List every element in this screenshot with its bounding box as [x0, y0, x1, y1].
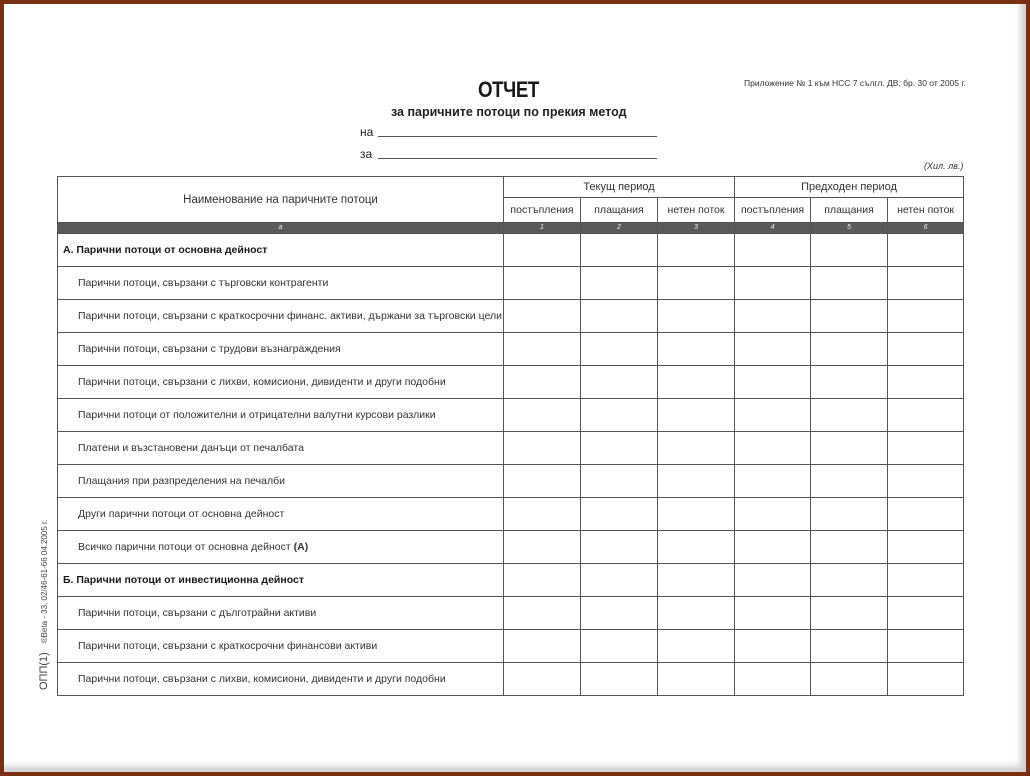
value-cell[interactable] — [735, 663, 811, 696]
value-cell[interactable] — [888, 432, 964, 465]
field-za-label: за — [360, 147, 373, 161]
name-column-header: Наименование на паричните потоци — [58, 177, 504, 223]
row-label-text: Парични потоци, свързани с търговски контрагенти — [78, 277, 329, 289]
value-cell[interactable] — [658, 465, 735, 498]
col-payments-previous: плащания — [811, 198, 888, 223]
value-cell[interactable] — [581, 564, 658, 597]
value-cell[interactable] — [658, 630, 735, 663]
row-label-text: Плащания при разпределения на печалби — [78, 475, 285, 487]
value-cell[interactable] — [888, 333, 964, 366]
row-label-text: Парични потоци от положителни и отрицателни валутни курсови разлики — [78, 409, 436, 421]
field-za-line — [378, 158, 657, 159]
row-label-text: Платени и възстановени данъци от печалбата — [78, 442, 304, 454]
value-cell[interactable] — [581, 366, 658, 399]
value-cell[interactable] — [658, 531, 735, 564]
table-row — [58, 366, 964, 399]
value-cell[interactable] — [581, 498, 658, 531]
value-cell[interactable] — [504, 564, 581, 597]
appendix-note: Приложение № 1 към НСС 7 сългл. ДВ, бр. 30 от 2005 г. — [744, 78, 966, 88]
col-net-previous: нетен поток — [888, 198, 964, 223]
row-label — [58, 564, 504, 597]
col-receipts-previous: постъпления — [735, 198, 811, 223]
value-cell[interactable] — [811, 498, 888, 531]
value-cell[interactable] — [811, 234, 888, 267]
value-cell[interactable] — [888, 300, 964, 333]
document-title: ОТЧЕТ — [478, 77, 539, 102]
value-cell[interactable] — [811, 465, 888, 498]
row-label — [58, 234, 504, 267]
value-cell[interactable] — [504, 465, 581, 498]
value-cell[interactable] — [658, 267, 735, 300]
row-label-text: Б. Парични потоци от инвестиционна дейност — [63, 574, 304, 586]
value-cell[interactable] — [581, 267, 658, 300]
value-cell[interactable] — [888, 465, 964, 498]
value-cell[interactable] — [581, 300, 658, 333]
value-cell[interactable] — [888, 630, 964, 663]
value-cell[interactable] — [811, 630, 888, 663]
value-cell[interactable] — [581, 531, 658, 564]
field-na[interactable] — [360, 125, 660, 139]
value-cell[interactable] — [811, 300, 888, 333]
value-cell[interactable] — [504, 333, 581, 366]
row-label-text: Парични потоци, свързани с трудови възнаграждения — [78, 343, 341, 355]
col-net-current: нетен поток — [658, 198, 735, 223]
total-suffix: (А) — [293, 541, 309, 553]
value-cell[interactable] — [658, 564, 735, 597]
table-row — [58, 498, 964, 531]
value-cell[interactable] — [735, 234, 811, 267]
value-cell[interactable] — [735, 630, 811, 663]
value-cell[interactable] — [888, 564, 964, 597]
field-na-line — [378, 136, 657, 137]
row-label-text: Други парични потоци от основна дейност — [78, 508, 285, 520]
value-cell[interactable] — [735, 333, 811, 366]
group-current-period: Текущ период — [504, 177, 735, 198]
value-cell[interactable] — [658, 432, 735, 465]
value-cell[interactable] — [735, 498, 811, 531]
value-cell[interactable] — [735, 366, 811, 399]
unit-note: (Хил. лв.) — [924, 161, 964, 171]
value-cell[interactable] — [581, 597, 658, 630]
value-cell[interactable] — [888, 234, 964, 267]
index-cell: 3 — [658, 223, 735, 234]
index-cell: а — [58, 223, 504, 234]
header-row-groups — [58, 177, 964, 198]
value-cell[interactable] — [735, 300, 811, 333]
row-label-text: Парични потоци, свързани с краткосрочни финансови активи — [78, 640, 378, 652]
table-row — [58, 663, 964, 696]
row-label — [58, 630, 504, 663]
table-row — [58, 333, 964, 366]
index-cell: 1 — [504, 223, 581, 234]
value-cell[interactable] — [581, 432, 658, 465]
side-imprint — [38, 520, 50, 690]
document-subtitle: за паричните потоци по прекия метод — [391, 105, 627, 119]
section-row — [58, 234, 964, 267]
value-cell[interactable] — [811, 432, 888, 465]
value-cell[interactable] — [504, 531, 581, 564]
row-label — [58, 465, 504, 498]
col-receipts-current: постъпления — [504, 198, 581, 223]
value-cell[interactable] — [811, 564, 888, 597]
value-cell[interactable] — [581, 333, 658, 366]
table-row — [58, 465, 964, 498]
value-cell[interactable] — [504, 267, 581, 300]
table-row — [58, 267, 964, 300]
value-cell[interactable] — [811, 531, 888, 564]
value-cell[interactable] — [658, 399, 735, 432]
value-cell[interactable] — [504, 432, 581, 465]
value-cell[interactable] — [658, 300, 735, 333]
value-cell[interactable] — [888, 267, 964, 300]
printer-imprint: ®Beta - 33, 02/46-61-66 04.2005 г. — [40, 519, 49, 644]
value-cell[interactable] — [888, 498, 964, 531]
row-label — [58, 267, 504, 300]
value-cell[interactable] — [811, 663, 888, 696]
index-cell: 5 — [811, 223, 888, 234]
value-cell[interactable] — [504, 300, 581, 333]
form-code: ОПП(1) — [38, 652, 50, 690]
row-label — [58, 498, 504, 531]
value-cell[interactable] — [811, 267, 888, 300]
table-row — [58, 300, 964, 333]
index-cell: 2 — [581, 223, 658, 234]
index-cell: 6 — [888, 223, 964, 234]
value-cell[interactable] — [581, 234, 658, 267]
value-cell[interactable] — [888, 597, 964, 630]
col-payments-current: плащания — [581, 198, 658, 223]
row-label-text: Парични потоци, свързани с лихви, комисиони, дивиденти и други подобни — [78, 673, 446, 685]
table-row — [58, 399, 964, 432]
table-row — [58, 531, 964, 564]
row-label-text: Парични потоци, свързани с дълготрайни активи — [78, 607, 317, 619]
value-cell[interactable] — [504, 399, 581, 432]
section-row — [58, 564, 964, 597]
value-cell[interactable] — [735, 399, 811, 432]
value-cell[interactable] — [811, 333, 888, 366]
value-cell[interactable] — [504, 366, 581, 399]
value-cell[interactable] — [888, 366, 964, 399]
value-cell[interactable] — [581, 465, 658, 498]
table-row — [58, 432, 964, 465]
row-label — [58, 366, 504, 399]
value-cell[interactable] — [735, 531, 811, 564]
value-cell[interactable] — [504, 498, 581, 531]
field-za[interactable] — [360, 147, 660, 161]
row-label-text: Парични потоци, свързани с краткосрочни финанс. активи, държани за търговски цели — [78, 310, 502, 322]
value-cell[interactable] — [581, 663, 658, 696]
value-cell[interactable] — [735, 597, 811, 630]
value-cell[interactable] — [581, 630, 658, 663]
row-label-text: Всичко парични потоци от основна дейност — [78, 541, 291, 553]
value-cell[interactable] — [658, 234, 735, 267]
value-cell[interactable] — [504, 597, 581, 630]
index-cell: 4 — [735, 223, 811, 234]
value-cell[interactable] — [658, 333, 735, 366]
value-cell[interactable] — [658, 597, 735, 630]
table-row — [58, 597, 964, 630]
value-cell[interactable] — [735, 465, 811, 498]
value-cell[interactable] — [811, 399, 888, 432]
value-cell[interactable] — [888, 663, 964, 696]
row-label — [58, 399, 504, 432]
row-label — [58, 663, 504, 696]
value-cell[interactable] — [735, 432, 811, 465]
row-label-text: А. Парични потоци от основна дейност — [63, 244, 268, 256]
row-label — [58, 300, 504, 333]
value-cell[interactable] — [735, 267, 811, 300]
value-cell[interactable] — [658, 663, 735, 696]
row-label — [58, 333, 504, 366]
row-label — [58, 597, 504, 630]
value-cell[interactable] — [811, 366, 888, 399]
value-cell[interactable] — [504, 630, 581, 663]
group-previous-period: Предходен период — [735, 177, 964, 198]
value-cell[interactable] — [888, 531, 964, 564]
value-cell[interactable] — [581, 399, 658, 432]
index-row — [58, 223, 964, 234]
value-cell[interactable] — [658, 366, 735, 399]
value-cell[interactable] — [658, 498, 735, 531]
value-cell[interactable] — [504, 234, 581, 267]
cash-flow-table — [57, 176, 964, 696]
row-label-text: Парични потоци, свързани с лихви, комисиони, дивиденти и други подобни — [78, 376, 446, 388]
value-cell[interactable] — [811, 597, 888, 630]
row-label — [58, 432, 504, 465]
value-cell[interactable] — [735, 564, 811, 597]
value-cell[interactable] — [888, 399, 964, 432]
value-cell[interactable] — [504, 663, 581, 696]
table-row — [58, 630, 964, 663]
field-na-label: на — [360, 125, 374, 139]
row-label — [58, 531, 504, 564]
table-body — [58, 234, 964, 696]
